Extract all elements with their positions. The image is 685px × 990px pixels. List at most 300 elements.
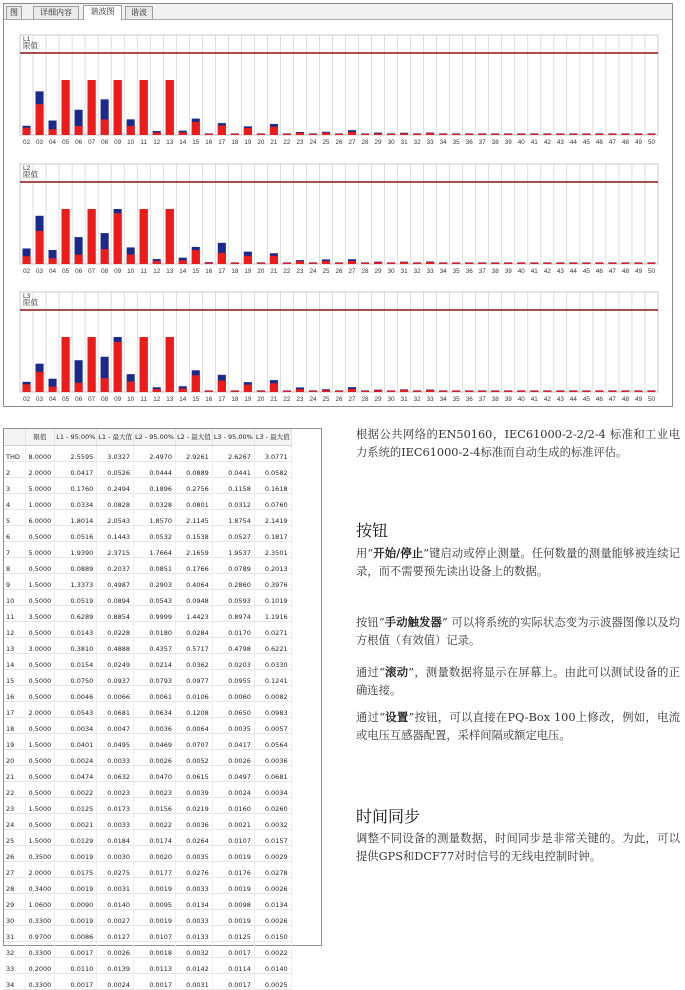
bar-p95 <box>88 209 96 264</box>
bar-p95 <box>62 80 70 135</box>
table-cell: 6.0000 <box>25 509 55 525</box>
table-cell: 0.0024 <box>212 781 254 797</box>
table-cell: 0.5000 <box>25 749 55 765</box>
table-cell: 0.2756 <box>176 477 213 493</box>
table-cell: 0.3300 <box>25 909 55 925</box>
table-cell: 0.0090 <box>55 893 97 909</box>
table-cell: 0.0017 <box>212 941 254 957</box>
table-cell: 0.0593 <box>212 589 254 605</box>
table-header-row <box>4 429 291 445</box>
harmonic-order-cell: 26 <box>4 845 25 861</box>
bar-p95 <box>22 256 30 264</box>
tick-label: 06 <box>75 396 83 403</box>
table-cell: 0.4798 <box>212 637 254 653</box>
bar-p95 <box>647 134 655 135</box>
harmonic-order-cell: 10 <box>4 589 25 605</box>
table-cell: 0.0851 <box>134 557 176 573</box>
harmonic-order-cell: 5 <box>4 509 25 525</box>
table-cell: 0.0027 <box>97 909 134 925</box>
tick-label: 18 <box>231 139 239 146</box>
bar-p95 <box>556 134 564 135</box>
bar-p95 <box>153 132 161 135</box>
bar-p95 <box>309 391 317 392</box>
bar-p95 <box>374 133 382 135</box>
tick-label: 30 <box>387 268 395 275</box>
tick-label: 25 <box>322 268 330 275</box>
bar-p95 <box>569 263 577 264</box>
tick-label: 12 <box>153 396 161 403</box>
bar-p95 <box>543 263 551 264</box>
limit-label: 限值 <box>23 170 38 179</box>
tick-label: 45 <box>582 139 590 146</box>
bar-p95 <box>491 134 499 135</box>
table-row <box>4 845 291 861</box>
tick-label: 15 <box>192 139 200 146</box>
phase-label: L1 <box>23 36 31 43</box>
table-cell: 0.0086 <box>55 925 97 941</box>
table-cell: 0.5000 <box>25 813 55 829</box>
harmonic-order-cell: 14 <box>4 653 25 669</box>
scroll-paragraph: 通过“滚动”，测量数据将显示在屏幕上。由此可以测试设备的正确连接。 <box>356 666 680 697</box>
table-row <box>4 493 291 509</box>
limit-label: 限值 <box>23 298 38 307</box>
tick-label: 23 <box>296 268 304 275</box>
table-row <box>4 797 291 813</box>
bar-p95 <box>634 134 642 135</box>
tab-details[interactable]: 详细内容 <box>33 6 79 19</box>
table-cell: 0.0401 <box>55 733 97 749</box>
tick-label: 03 <box>36 268 44 275</box>
table-row <box>4 557 291 573</box>
table-cell: 0.0033 <box>97 749 134 765</box>
harmonic-order-cell: 28 <box>4 877 25 893</box>
tick-label: 21 <box>270 396 278 403</box>
tick-label: 41 <box>530 268 538 275</box>
harmonic-table-panel <box>3 428 322 989</box>
tick-label: 43 <box>556 396 564 403</box>
table-cell: 5.0000 <box>25 477 55 493</box>
table-cell: 0.5000 <box>25 685 55 701</box>
bar-p95 <box>608 134 616 135</box>
tick-label: 46 <box>595 139 603 146</box>
tick-label: 43 <box>556 268 564 275</box>
bar-p95 <box>244 385 252 392</box>
table-cell: 0.0328 <box>134 493 176 509</box>
tick-label: 07 <box>88 396 96 403</box>
table-row <box>4 701 291 717</box>
table-cell: 0.5000 <box>25 589 55 605</box>
bar-p95 <box>127 254 135 264</box>
tick-label: 04 <box>49 139 57 146</box>
table-cell: 0.0017 <box>55 941 97 957</box>
table-cell: 0.0828 <box>97 493 134 509</box>
harmonic-order-cell: 20 <box>4 749 25 765</box>
bar-p95 <box>49 258 57 264</box>
bar-p95 <box>621 263 629 264</box>
table-cell: 0.1158 <box>212 477 254 493</box>
table-cell: 0.0175 <box>55 861 97 877</box>
table-cell: 0.0362 <box>176 653 213 669</box>
table-cell: 2.1659 <box>176 541 213 557</box>
bar-p95 <box>101 119 109 135</box>
tick-label: 37 <box>478 268 486 275</box>
table-cell: 0.0032 <box>176 941 213 957</box>
bar-p95 <box>452 263 460 264</box>
table-cell: 0.0543 <box>55 701 97 717</box>
tick-label: 49 <box>634 139 642 146</box>
table-cell: 0.0330 <box>254 653 291 669</box>
table-cell: 0.0634 <box>134 701 176 717</box>
tick-label: 13 <box>166 268 174 275</box>
table-cell: 0.0275 <box>97 861 134 877</box>
tick-label: 40 <box>517 396 525 403</box>
table-cell: 3.5000 <box>25 605 55 621</box>
bar-p95 <box>413 134 421 135</box>
bar-p95 <box>114 80 122 135</box>
bar-p95 <box>231 263 239 264</box>
tick-label: 02 <box>23 268 31 275</box>
tick-label: 49 <box>634 396 642 403</box>
table-cell: 0.0129 <box>55 829 97 845</box>
bar-p95 <box>582 263 590 264</box>
table-cell: 0.0203 <box>212 653 254 669</box>
bar-p95 <box>634 263 642 264</box>
tick-label: 27 <box>348 396 356 403</box>
table-cell: 0.2903 <box>134 573 176 589</box>
table-row <box>4 605 291 621</box>
bar-p95 <box>452 391 460 392</box>
bar-p95 <box>205 134 213 135</box>
bar-p95 <box>75 255 83 264</box>
table-cell: 0.0140 <box>97 893 134 909</box>
bar-p95 <box>244 256 252 264</box>
table-row <box>4 621 291 637</box>
table-cell: 0.0029 <box>254 845 291 861</box>
tick-label: 05 <box>62 268 70 275</box>
tick-label: 38 <box>491 396 499 403</box>
tab-harmonics[interactable]: 谐波 <box>125 6 153 19</box>
tick-label: 46 <box>595 396 603 403</box>
harmonic-order-cell: 31 <box>4 925 25 941</box>
bar-p95 <box>49 129 57 135</box>
table-cell: 0.1443 <box>97 525 134 541</box>
tick-label: 49 <box>634 268 642 275</box>
tick-label: 15 <box>192 268 200 275</box>
table-cell: 2.4970 <box>134 445 176 461</box>
table-row <box>4 461 291 477</box>
tick-label: 19 <box>244 268 252 275</box>
table-cell: 0.5000 <box>25 717 55 733</box>
table-cell: 0.0133 <box>176 925 213 941</box>
tick-label: 19 <box>244 396 252 403</box>
harmonic-order-cell: 11 <box>4 605 25 621</box>
harmonic-order-cell: 13 <box>4 637 25 653</box>
table-cell: 0.0955 <box>212 669 254 685</box>
harmonic-order-cell: 19 <box>4 733 25 749</box>
table-cell: 0.0276 <box>176 861 213 877</box>
bar-p95 <box>335 391 343 392</box>
table-cell: 0.2494 <box>97 477 134 493</box>
table-cell: 0.0026 <box>254 909 291 925</box>
table-cell: 0.0082 <box>254 685 291 701</box>
bar-p95 <box>88 80 96 135</box>
tick-label: 12 <box>153 139 161 146</box>
tick-label: 41 <box>530 139 538 146</box>
tick-label: 13 <box>166 139 174 146</box>
table-cell: 0.0023 <box>134 781 176 797</box>
table-cell: 0.0983 <box>254 701 291 717</box>
table-cell: 0.0114 <box>212 957 254 973</box>
tick-label: 28 <box>361 139 369 146</box>
table-cell: 5.0000 <box>25 541 55 557</box>
table-row <box>4 973 291 989</box>
table-cell: 0.0139 <box>97 957 134 973</box>
table-cell: 1.8570 <box>134 509 176 525</box>
table-header-cell <box>4 429 25 445</box>
table-cell: 0.0519 <box>55 589 97 605</box>
bar-p95 <box>114 213 122 264</box>
bar-p95 <box>387 391 395 392</box>
table-cell: 0.0035 <box>212 717 254 733</box>
bar-p95 <box>166 80 174 135</box>
table-row <box>4 781 291 797</box>
harmonic-order-cell: 4 <box>4 493 25 509</box>
bar-p95 <box>244 128 252 135</box>
tick-label: 29 <box>374 139 382 146</box>
bar-p95 <box>35 231 43 264</box>
table-cell: 2.5595 <box>55 445 97 461</box>
tick-label: 11 <box>140 268 147 275</box>
table-cell: 0.0527 <box>212 525 254 541</box>
table-row <box>4 765 291 781</box>
bar-p95 <box>335 263 343 264</box>
table-cell: 1.5000 <box>25 797 55 813</box>
harmonic-order-cell: 8 <box>4 557 25 573</box>
table-cell: 0.0334 <box>55 493 97 509</box>
table-cell: 0.0025 <box>254 973 291 989</box>
intro-paragraph: 根据公共网络的EN50160，IEC61000-2-2/2-4 标准和工业电力系统的IEC61000-2-4标准而自动生成的标准评估。 <box>356 428 680 459</box>
table-cell: 0.0060 <box>212 685 254 701</box>
table-cell: 0.0026 <box>254 877 291 893</box>
table-cell: 0.0284 <box>176 621 213 637</box>
tick-label: 28 <box>361 268 369 275</box>
table-cell: 0.0497 <box>212 765 254 781</box>
table-cell: 0.0889 <box>176 461 213 477</box>
tick-label: 14 <box>179 268 187 275</box>
table-cell: 0.0021 <box>212 813 254 829</box>
tick-label: 17 <box>218 396 226 403</box>
table-cell: 0.0615 <box>176 765 213 781</box>
bar-p95 <box>478 263 486 264</box>
table-cell: 3.0000 <box>25 637 55 653</box>
table-cell: 0.0278 <box>254 861 291 877</box>
table-row <box>4 685 291 701</box>
harmonic-order-cell: 30 <box>4 909 25 925</box>
tick-label: 27 <box>348 268 356 275</box>
bar-p95 <box>517 263 525 264</box>
phase-label: L3 <box>23 293 31 300</box>
table-cell: 0.0532 <box>134 525 176 541</box>
harmonic-order-cell: 34 <box>4 973 25 989</box>
table-row <box>4 861 291 877</box>
tick-label: 17 <box>218 139 226 146</box>
table-cell: 0.0031 <box>97 877 134 893</box>
table-cell: 0.0154 <box>55 653 97 669</box>
tick-label: 08 <box>101 268 109 275</box>
tick-label: 50 <box>647 396 655 403</box>
table-cell: 0.1817 <box>254 525 291 541</box>
tick-label: 21 <box>270 139 278 146</box>
table-cell: 0.0417 <box>55 461 97 477</box>
table-row <box>4 909 291 925</box>
tick-label: 35 <box>452 396 460 403</box>
tick-label: 26 <box>335 268 343 275</box>
table-cell: 0.0017 <box>134 973 176 989</box>
table-cell: 0.0019 <box>212 877 254 893</box>
bar-p95 <box>166 337 174 392</box>
bar-p95 <box>608 391 616 392</box>
table-cell: 2.6267 <box>212 445 254 461</box>
table-cell: 0.0582 <box>254 461 291 477</box>
tick-label: 09 <box>114 268 122 275</box>
bar-p95 <box>49 387 57 392</box>
table-cell: 0.1766 <box>176 557 213 573</box>
bar-p95 <box>621 391 629 392</box>
bar-p95 <box>75 126 83 135</box>
bar-p95 <box>530 134 538 135</box>
tab-bar <box>4 4 672 20</box>
table-cell: 0.0681 <box>254 765 291 781</box>
harmonic-order-cell: 9 <box>4 573 25 589</box>
table-cell: 0.0036 <box>254 749 291 765</box>
bar-p95 <box>62 209 70 264</box>
tick-label: 21 <box>270 268 278 275</box>
table-cell: 0.0801 <box>176 493 213 509</box>
table-cell: 0.0134 <box>176 893 213 909</box>
tick-label: 34 <box>439 268 447 275</box>
scroll-label: 滚动 <box>384 666 409 679</box>
bar-p95 <box>179 260 187 264</box>
tick-label: 43 <box>556 139 564 146</box>
table-cell: 0.0789 <box>212 557 254 573</box>
time-sync-heading: 时间同步 <box>356 807 421 826</box>
tick-label: 09 <box>114 396 122 403</box>
table-cell: 2.1419 <box>254 509 291 525</box>
tick-label: 33 <box>426 268 434 275</box>
table-cell: 0.0018 <box>134 941 176 957</box>
table-cell: 0.1760 <box>55 477 97 493</box>
tick-label: 02 <box>23 139 31 146</box>
table-cell: 0.0184 <box>97 829 134 845</box>
bar-p95 <box>595 263 603 264</box>
tick-label: 46 <box>595 268 603 275</box>
tick-label: 31 <box>400 396 408 403</box>
tick-label: 36 <box>465 268 473 275</box>
table-cell: 0.0026 <box>212 749 254 765</box>
table-cell: 0.0095 <box>134 893 176 909</box>
limit-label: 限值 <box>23 41 38 50</box>
bar-p95 <box>309 263 317 264</box>
tick-label: 08 <box>101 139 109 146</box>
harmonic-order-cell: 16 <box>4 685 25 701</box>
bar-p95 <box>504 391 512 392</box>
tick-label: 12 <box>153 268 161 275</box>
table-cell: 0.1896 <box>134 477 176 493</box>
table-cell: 0.6289 <box>55 605 97 621</box>
bar-p95 <box>270 256 278 264</box>
table-cell: 0.0113 <box>134 957 176 973</box>
table-cell: 0.0157 <box>254 829 291 845</box>
tick-label: 50 <box>647 139 655 146</box>
table-cell: 0.0249 <box>97 653 134 669</box>
table-cell: 0.3300 <box>25 941 55 957</box>
tick-label: 22 <box>283 268 291 275</box>
table-cell: 0.1618 <box>254 477 291 493</box>
table-cell: 3.0327 <box>97 445 134 461</box>
table-cell: 0.0793 <box>134 669 176 685</box>
tick-label: 18 <box>231 268 239 275</box>
table-cell: 1.0000 <box>25 493 55 509</box>
table-cell: 0.3500 <box>25 845 55 861</box>
bar-p95 <box>179 132 187 135</box>
table-row <box>4 509 291 525</box>
harmonic-order-cell: 32 <box>4 941 25 957</box>
harmonic-order-cell: 21 <box>4 765 25 781</box>
table-cell: 0.0019 <box>55 909 97 925</box>
bar-p95 <box>556 391 564 392</box>
bar-p95 <box>270 383 278 392</box>
table-row <box>4 925 291 941</box>
table-cell: 2.3715 <box>97 541 134 557</box>
tick-label: 47 <box>608 139 616 146</box>
tick-label: 34 <box>439 396 447 403</box>
setup-label: 设置 <box>385 711 409 724</box>
table-cell: 0.2013 <box>254 557 291 573</box>
tick-label: 48 <box>621 139 629 146</box>
table-header-cell: L3 - 95.00% <box>212 429 254 445</box>
bar-p95 <box>322 261 330 264</box>
bar-p95 <box>400 262 408 264</box>
harmonic-order-cell: 22 <box>4 781 25 797</box>
harmonic-order-cell: 29 <box>4 893 25 909</box>
tick-label: 31 <box>400 268 408 275</box>
table-row <box>4 669 291 685</box>
bar-p95 <box>491 391 499 392</box>
buttons-heading: 按钮 <box>356 521 389 540</box>
tab-graph[interactable]: 图 <box>6 6 22 19</box>
table-cell: 0.0033 <box>176 877 213 893</box>
table-cell: 1.5000 <box>25 733 55 749</box>
table-cell: 0.0632 <box>97 765 134 781</box>
tick-label: 32 <box>413 139 421 146</box>
table-cell: 0.3976 <box>254 573 291 589</box>
table-row <box>4 717 291 733</box>
tick-label: 39 <box>504 268 512 275</box>
tab-harmonic-chart[interactable]: 谐波图 <box>83 5 122 20</box>
table-cell: 0.5717 <box>176 637 213 653</box>
tick-label: 07 <box>88 139 96 146</box>
table-cell: 0.0035 <box>176 845 213 861</box>
bar-p95 <box>270 127 278 135</box>
tick-label: 11 <box>140 139 147 146</box>
table-header-cell: L2 - 95.00% <box>134 429 176 445</box>
bar-p95 <box>465 263 473 264</box>
tick-label: 10 <box>127 139 135 146</box>
table-row <box>4 525 291 541</box>
bar-p95 <box>35 104 43 135</box>
table-cell: 0.0474 <box>55 765 97 781</box>
table-cell: 0.0889 <box>55 557 97 573</box>
